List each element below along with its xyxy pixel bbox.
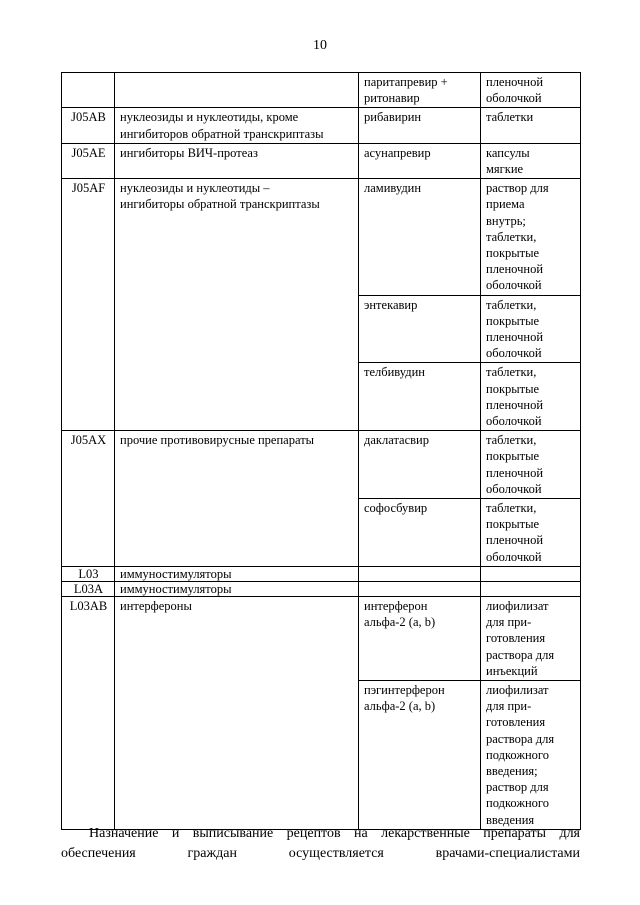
table-row [62,581,581,596]
dosage-form-cell: пленочной оболочкой [481,73,581,108]
atc-code-cell: J05AX [62,431,115,567]
footer-line-1: Назначение и выписывание рецептов на лекарственные препараты для [89,826,580,841]
table-row [62,108,581,143]
dosage-form-cell: раствор для приема внутрь; таблетки, покрытые пленочной оболочкой [481,179,581,295]
drug-name-cell: софосбувир [359,499,481,567]
table-row [62,143,581,178]
group-description-cell: прочие противовирусные препараты [115,431,359,567]
atc-code-cell [62,73,115,108]
atc-code-cell: L03AB [62,596,115,829]
dosage-form-cell [481,581,581,596]
dosage-form-cell: таблетки, покрытые пленочной оболочкой [481,499,581,567]
group-description-cell: интерфероны [115,596,359,829]
atc-code-cell: J05AB [62,108,115,143]
group-description-cell: нуклеозиды и нуклеотиды – ингибиторы обратной транскриптазы [115,179,359,431]
table-row [62,566,581,581]
dosage-form-cell: лиофилизат для при- готовления раствора для инъекций [481,596,581,680]
footer-line-2 [61,844,580,864]
footer-paragraph [61,824,580,864]
atc-code-cell: L03 [62,566,115,581]
table-body [62,73,581,830]
group-description-cell [115,73,359,108]
drug-name-cell: интерферон альфа-2 (a, b) [359,596,481,680]
drug-name-cell: паритапревир + ритонавир [359,73,481,108]
table-row [62,596,581,680]
table-row [62,179,581,295]
footer-word: осуществляется [288,846,384,861]
group-description-cell: иммуностимуляторы [115,566,359,581]
drug-name-cell: рибавирин [359,108,481,143]
group-description-cell: нуклеозиды и нуклеотиды, кроме ингибиторов обратной транскриптазы [115,108,359,143]
group-description-cell: ингибиторы ВИЧ-протеаз [115,143,359,178]
drug-name-cell: телбивудин [359,363,481,431]
dosage-form-cell: таблетки, покрытые пленочной оболочкой [481,431,581,499]
dosage-form-cell: капсулы мягкие [481,143,581,178]
atc-code-cell: L03A [62,581,115,596]
drug-name-cell: даклатасвир [359,431,481,499]
drug-name-cell: ламивудин [359,179,481,295]
atc-code-cell: J05AF [62,179,115,431]
dosage-form-cell: таблетки, покрытые пленочной оболочкой [481,295,581,363]
footer-word: врачами-специалистами [435,846,580,861]
atc-code-cell: J05AE [62,143,115,178]
drug-name-cell: асунапревир [359,143,481,178]
drug-name-cell: пэгинтерферон альфа-2 (a, b) [359,680,481,829]
dosage-form-cell [481,566,581,581]
table-row [62,431,581,499]
group-description-cell: иммуностимуляторы [115,581,359,596]
drug-table [61,72,581,830]
footer-word: граждан [187,846,238,861]
drug-name-cell [359,581,481,596]
dosage-form-cell: таблетки, покрытые пленочной оболочкой [481,363,581,431]
page-number: 10 [313,38,327,53]
table-row [62,73,581,108]
dosage-form-cell: лиофилизат для при- готовления раствора для подкожного введения; раствор для подкожного введения [481,680,581,829]
footer-word: обеспечения [61,846,136,861]
drug-name-cell [359,566,481,581]
drug-name-cell: энтекавир [359,295,481,363]
dosage-form-cell: таблетки [481,108,581,143]
